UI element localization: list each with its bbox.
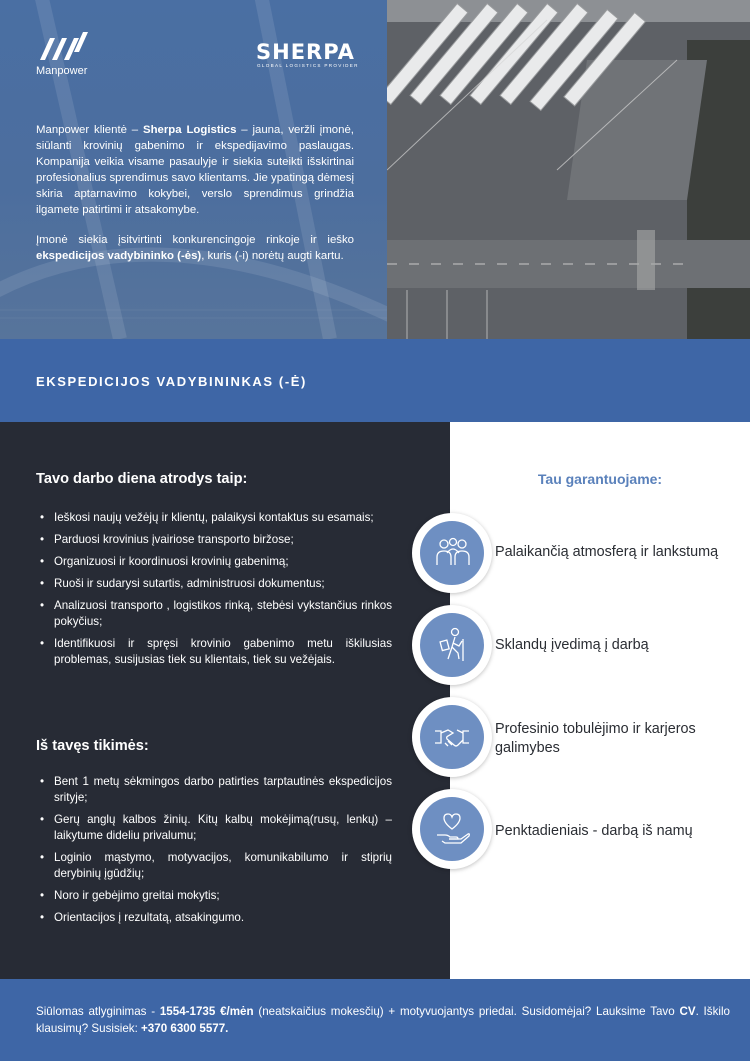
guarantee-circle — [412, 697, 492, 777]
guarantee-circle — [412, 513, 492, 593]
footer-contact — [0, 979, 750, 1061]
sherpa-logo-subtitle: GLOBAL LOGISTICS PROVIDER — [257, 63, 359, 68]
guarantee-text: Sklandų įvedimą į darbą — [495, 637, 649, 653]
job-title: EKSPEDICIJOS VADYBININKAS (-Ė) — [36, 374, 307, 389]
list-item: • Noro ir gebėjimo greitai mokytis; — [40, 888, 392, 904]
salary-value: 1554-1735 €/mėn — [159, 1005, 254, 1018]
guarantee-text: Profesinio tobulėjimo ir karjeros galimybes — [495, 721, 696, 756]
manpower-logo-text: Manpower — [36, 65, 88, 77]
hero-text-panel — [0, 0, 387, 339]
requirements-list — [40, 774, 392, 932]
guarantee-circle — [412, 605, 492, 685]
duties-title: Tavo darbo diena atrodys taip: — [36, 471, 248, 487]
list-item: • Ruoši ir sudarysi sutartis, administruosi dokumentus; — [40, 576, 392, 592]
list-item: • Loginio mąstymo, motyvacijos, komunikabilumo ir stiprių derybinių įgūdžių; — [40, 850, 392, 882]
list-item: • Organizuosi ir koordinuosi krovinių gabenimą; — [40, 554, 392, 570]
guarantees-panel — [450, 422, 750, 979]
list-item: • Parduosi krovinius įvairiose transporto biržose; — [40, 532, 392, 548]
list-item: • Orientacijos į rezultatą, atsakingumo. — [40, 910, 392, 926]
list-item: • Bent 1 metų sėkmingos darbo patirties tarptautinės ekspedicijos srityje; — [40, 774, 392, 806]
list-item: • Ieškosi naujų vežėjų ir klientų, palaikysi kontaktus su esamais; — [40, 510, 392, 526]
salary-contact-text: Siūlomas atlyginimas - 1554-1735 €/mėn (neatskaičius mokesčių) + motyvuojantys priedai. Susidomėjai? Lauksime Tavo CV. Iškilo klausimų? Susisiek: +370 6300 5577. — [36, 1005, 730, 1035]
intro-paragraph-1: Manpower klientė – Sherpa Logistics – jauna, veržli įmonė, siūlanti krovinių gabenimo ir ekspedijavimo paslaugas. Kompanija veikia visame pasaulyje ir siekia suteikti išskirtinai profesionalius sprendimus savo klientams. Jie ypatingą dėmesį skiria aptarnavimo kokybei, verslo sprendimus grindžia ilgamete patirtimi ir atsakomybe. — [36, 124, 354, 216]
guarantee-circle — [412, 789, 492, 869]
job-title-band — [0, 339, 750, 422]
heart-hand-icon — [432, 809, 472, 849]
manpower-logo — [36, 30, 90, 64]
duties-list — [40, 510, 392, 674]
phone-number[interactable]: +370 6300 5577. — [141, 1022, 229, 1035]
aerial-truck-photo — [387, 0, 750, 339]
walking-person-icon — [432, 625, 472, 665]
handshake-icon — [432, 717, 472, 757]
guarantees-title: Tau garantuojame: — [537, 471, 663, 487]
list-item: • Gerų anglų kalbos žinių. Kitų kalbų mokėjimą(rusų, lenkų) – laikytume dideliu privalumu; — [40, 812, 392, 844]
list-item: • Identifikuosi ir spręsi krovinio gabenimo metu iškilusias problemas, susijusias tiek su klientais, tiek su vežėjais. — [40, 636, 392, 668]
guarantee-text: Penktadieniais - darbą iš namų — [495, 823, 693, 839]
intro-paragraph-2: Įmonė siekia įsitvirtinti konkurencingoje rinkoje ir ieško ekspedicijos vadybininko (-ės), kuris (-i) norėtų augti kartu. — [36, 234, 354, 262]
sherpa-logo: SHERPA — [256, 40, 355, 64]
team-icon — [432, 533, 472, 573]
hero-section — [0, 0, 750, 339]
company-intro — [36, 122, 354, 264]
requirements-title: Iš tavęs tikimės: — [36, 738, 149, 754]
guarantee-text: Palaikančią atmosferą ir lankstumą — [495, 544, 719, 560]
list-item: • Analizuosi transporto , logistikos rinką, stebėsi vykstančius rinkos pokyčius; — [40, 598, 392, 630]
